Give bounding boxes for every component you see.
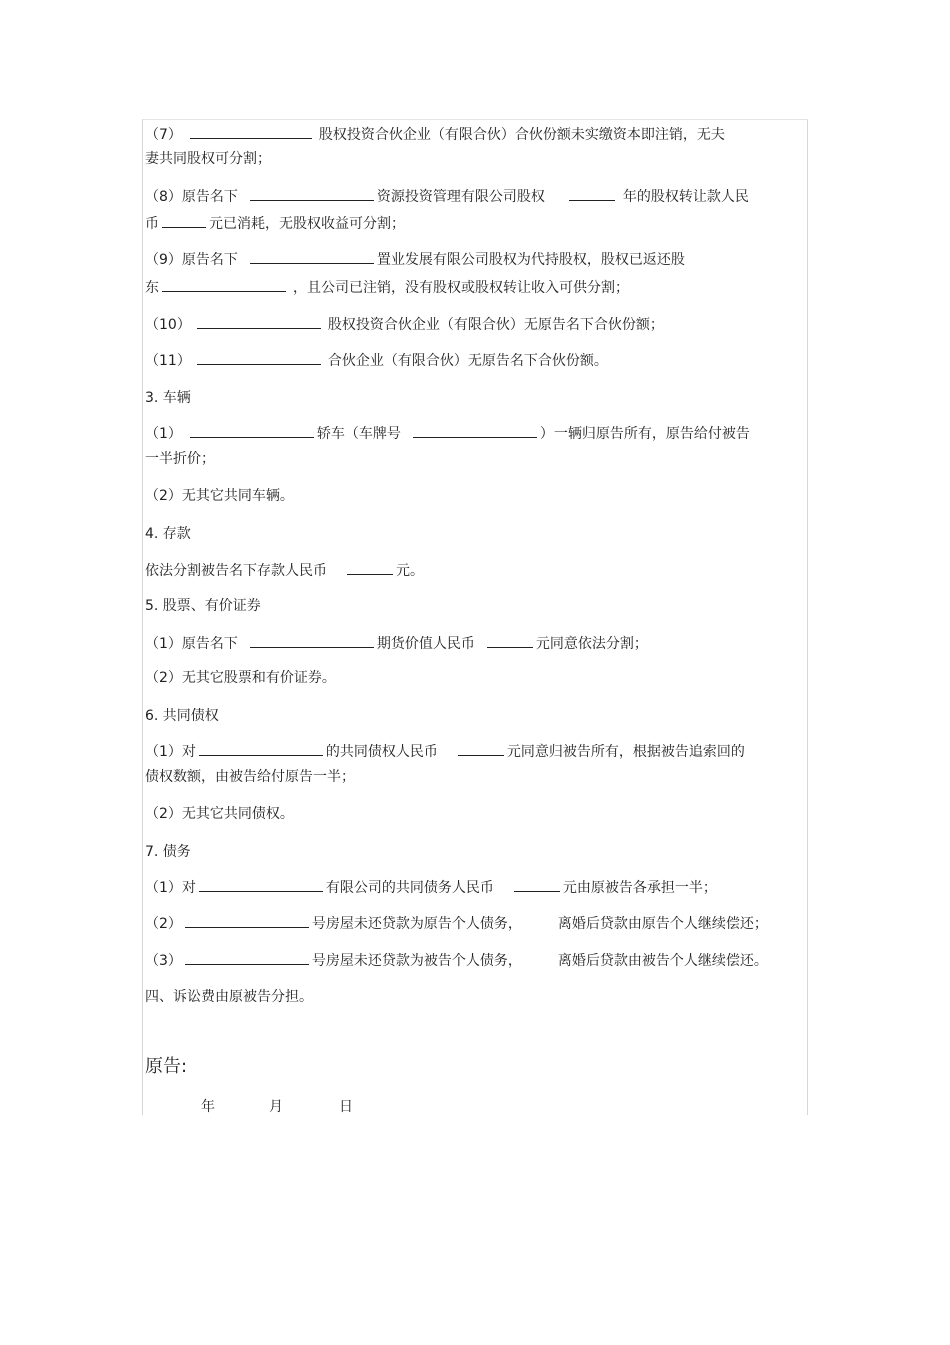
blank-line[interactable] <box>162 277 286 292</box>
clause-9: （9）原告名下 置业发展有限公司股权为代持股权，股权已返还股 <box>145 249 685 269</box>
blank-line[interactable] <box>250 249 374 264</box>
vehicle-1: （1） 轿车（车牌号 ）一辆归原告所有，原告给付被告 <box>145 423 750 443</box>
heading-vehicles: 3. 车辆 <box>145 390 191 406</box>
litigation-fee: 四、诉讼费由原被告分担。 <box>145 989 313 1005</box>
blank-line[interactable] <box>250 633 374 648</box>
clause-8: （8）原告名下 资源投资管理有限公司股权 年的股权转让款人民 <box>145 186 749 206</box>
clause-8-cont: 币 元已消耗，无股权收益可分割； <box>145 213 405 233</box>
vehicle-2: （2）无其它共同车辆。 <box>145 488 294 504</box>
blank-line[interactable] <box>347 560 393 575</box>
debts-2: （2） 号房屋未还贷款为原告个人债务， 离婚后贷款由原告个人继续偿还； <box>145 913 768 933</box>
date-day: 日 <box>339 1099 353 1115</box>
claims-1: （1）对 的共同债权人民币 元同意归被告所有，根据被告追索回的 <box>145 741 745 761</box>
date-year: 年 <box>201 1099 215 1115</box>
deposit-1: 依法分割被告名下存款人民币 元。 <box>145 560 424 580</box>
securities-2: （2）无其它股票和有价证券。 <box>145 670 336 686</box>
clause-9-cont: 东 ，且公司已注销，没有股权或股权转让收入可供分割； <box>145 277 629 297</box>
debts-1: （1）对 有限公司的共同债务人民币 元由原被告各承担一半； <box>145 877 717 897</box>
blank-line[interactable] <box>185 950 309 965</box>
blank-line[interactable] <box>197 350 321 365</box>
blank-line[interactable] <box>514 877 560 892</box>
blank-line[interactable] <box>190 423 314 438</box>
clause-10: （10） 股权投资合伙企业（有限合伙）无原告名下合伙份额； <box>145 314 664 334</box>
blank-line[interactable] <box>487 633 533 648</box>
debts-3: （3） 号房屋未还贷款为被告个人债务， 离婚后贷款由被告个人继续偿还。 <box>145 950 768 970</box>
clause-7: （7） 股权投资合伙企业（有限合伙）合伙份额未实缴资本即注销，无夫 <box>145 124 725 144</box>
vehicle-1-cont: 一半折价； <box>145 451 215 467</box>
blank-line[interactable] <box>197 314 321 329</box>
claims-1-cont: 债权数额，由被告给付原告一半； <box>145 769 355 785</box>
heading-deposits: 4. 存款 <box>145 526 191 542</box>
blank-line[interactable] <box>185 913 309 928</box>
date-month: 月 <box>269 1099 283 1115</box>
blank-line[interactable] <box>199 741 323 756</box>
blank-line[interactable] <box>162 213 206 228</box>
heading-securities: 5. 股票、有价证券 <box>145 598 261 614</box>
blank-line[interactable] <box>458 741 504 756</box>
clause-7-cont: 妻共同股权可分割； <box>145 151 271 167</box>
blank-line[interactable] <box>250 186 374 201</box>
clause-11: （11） 合伙企业（有限合伙）无原告名下合伙份额。 <box>145 350 608 370</box>
blank-line[interactable] <box>569 186 615 201</box>
blank-line[interactable] <box>190 124 312 139</box>
blank-line[interactable] <box>199 877 323 892</box>
securities-1: （1）原告名下 期货价值人民币 元同意依法分割； <box>145 633 648 653</box>
claims-2: （2）无其它共同债权。 <box>145 806 294 822</box>
plaintiff-signature-label: 原告: <box>145 1056 188 1077</box>
heading-debts: 7. 债务 <box>145 844 191 860</box>
blank-line[interactable] <box>413 423 537 438</box>
heading-claims: 6. 共同债权 <box>145 708 219 724</box>
